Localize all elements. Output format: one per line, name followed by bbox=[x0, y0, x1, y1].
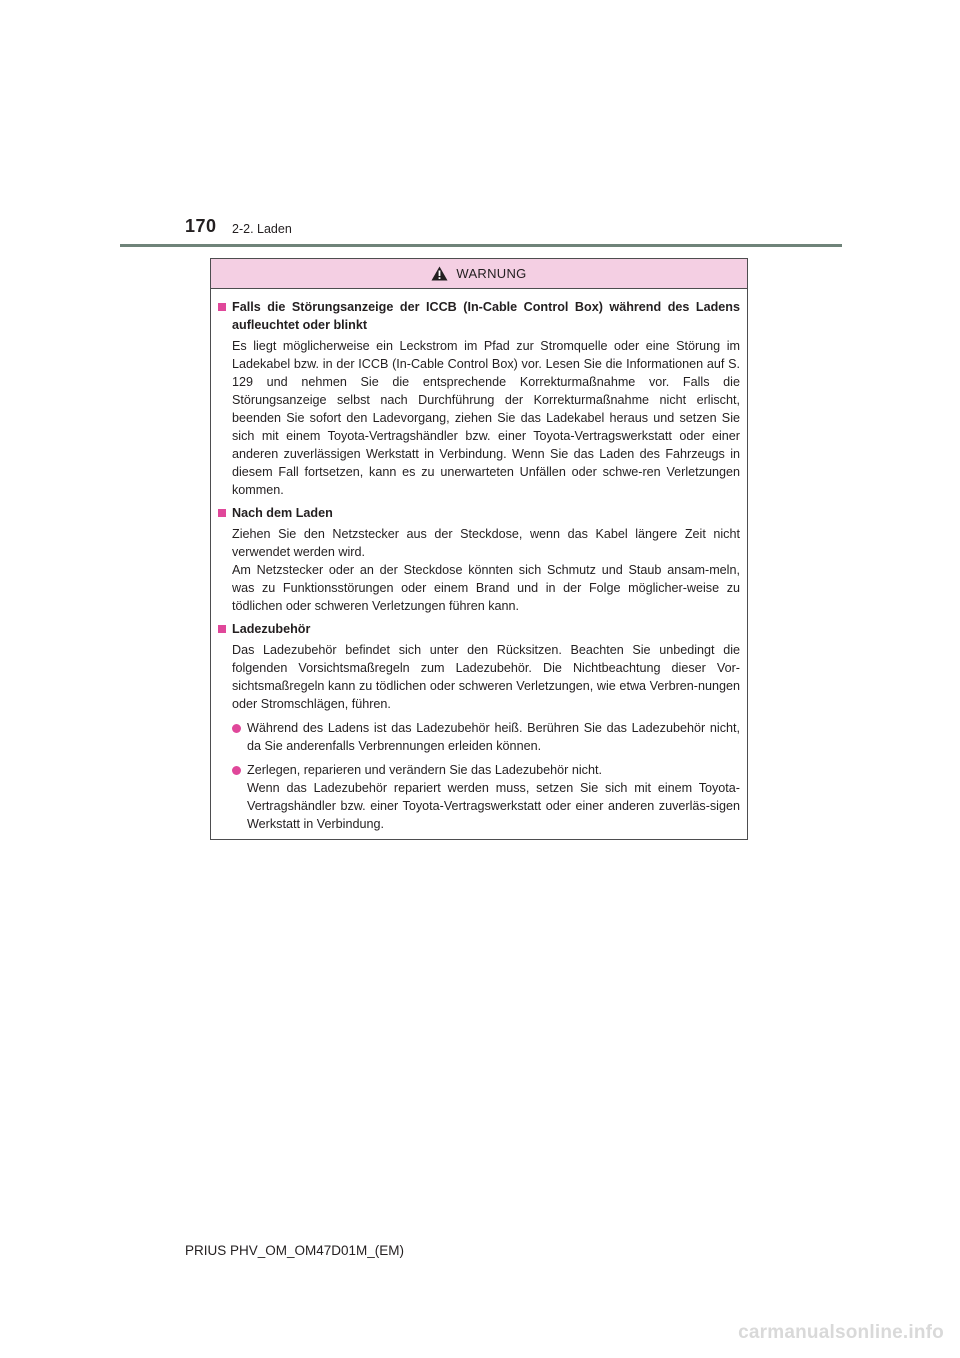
section-heading: Nach dem Laden bbox=[232, 506, 333, 520]
warning-title: WARNUNG bbox=[456, 266, 527, 281]
square-bullet-icon bbox=[218, 625, 226, 633]
section-paragraph: Das Ladezubehör befindet sich unter den Rücksitzen. Beachten Sie unbedingt die folgenden Vorsichtsmaßregeln zum Ladezubehör. Die Nichtbeachtung dieser Vor-sichtsmaßregeln kann zu tödlichen oder schweren Verletzungen, wie etwa Verbren-nungen oder Stromschlägen, führen. bbox=[232, 643, 740, 711]
section-heading: Falls die Störungsanzeige der ICCB (In-Cable Control Box) während des Ladens aufleuchtet oder blinkt bbox=[232, 300, 740, 332]
list-item bbox=[232, 761, 740, 833]
bullet-text: Zerlegen, reparieren und verändern Sie das Ladezubehör nicht. bbox=[247, 763, 602, 777]
warning-body bbox=[211, 289, 747, 833]
bullet-text: Wenn das Ladezubehör repariert werden muss, setzen Sie sich mit einem Toyota-Vertragshändler bzw. einer Toyota-Vertragswerkstatt oder einer anderen zuverläs-sigen Werkstatt in Verbindung. bbox=[247, 781, 740, 831]
page-number: 170 bbox=[185, 216, 217, 236]
warning-triangle-icon bbox=[431, 266, 448, 281]
round-bullet-icon bbox=[232, 766, 241, 775]
square-bullet-icon bbox=[218, 509, 226, 517]
square-bullet-icon bbox=[218, 303, 226, 311]
round-bullet-icon bbox=[232, 724, 241, 733]
section-paragraph: Es liegt möglicherweise ein Leckstrom im Pfad zur Stromquelle oder eine Störung im Ladekabel bzw. in der ICCB (In-Cable Control Box) vor. Lesen Sie die Informationen auf S. 129 und nehmen Sie die entsprechende Korrekturmaßnahme vor. Falls die Störungsanzeige selbst nach Durchführung der Korrekturmaßnahme nicht erlischt, beenden Sie sofort den Ladevorgang, ziehen Sie das Ladekabel heraus und setzen Sie sich mit einem Toyota-Vertragshändler bzw. einer Toyota-Vertragswerkstatt oder einer anderen zuverlässigen Werkstatt in Verbindung. Wenn Sie das Laden des Fahrzeugs in diesem Fall fortsetzen, kann es zu unerwarteten Unfällen oder schwe-ren Verletzungen kommen. bbox=[232, 339, 740, 497]
warning-section-after-charging bbox=[218, 504, 740, 615]
warning-section-accessories bbox=[218, 620, 740, 833]
header-rule bbox=[120, 244, 842, 247]
document-id: PRIUS PHV_OM_OM47D01M_(EM) bbox=[185, 1243, 405, 1258]
warning-box bbox=[210, 258, 748, 840]
section-title: 2-2. Laden bbox=[232, 222, 292, 236]
bullet-text: Während des Ladens ist das Ladezubehör heiß. Berühren Sie das Ladezubehör nicht, da Sie anderenfalls Verbrennungen erleiden können. bbox=[247, 721, 740, 753]
section-paragraph: Am Netzstecker oder an der Steckdose könnten sich Schmutz und Staub ansam-meln, was zu Funktionsstörungen oder einem Brand und in der Folge möglicher-weise zu tödlichen oder schweren Verletzungen führen kann. bbox=[232, 563, 740, 613]
list-item bbox=[232, 719, 740, 755]
watermark: carmanualsonline.info bbox=[738, 1322, 944, 1343]
warning-section-iccb bbox=[218, 298, 740, 499]
section-heading: Ladezubehör bbox=[232, 622, 311, 636]
section-paragraph: Ziehen Sie den Netzstecker aus der Steckdose, wenn das Kabel längere Zeit nicht verwendet werden wird. bbox=[232, 527, 740, 559]
warning-header bbox=[211, 259, 747, 289]
